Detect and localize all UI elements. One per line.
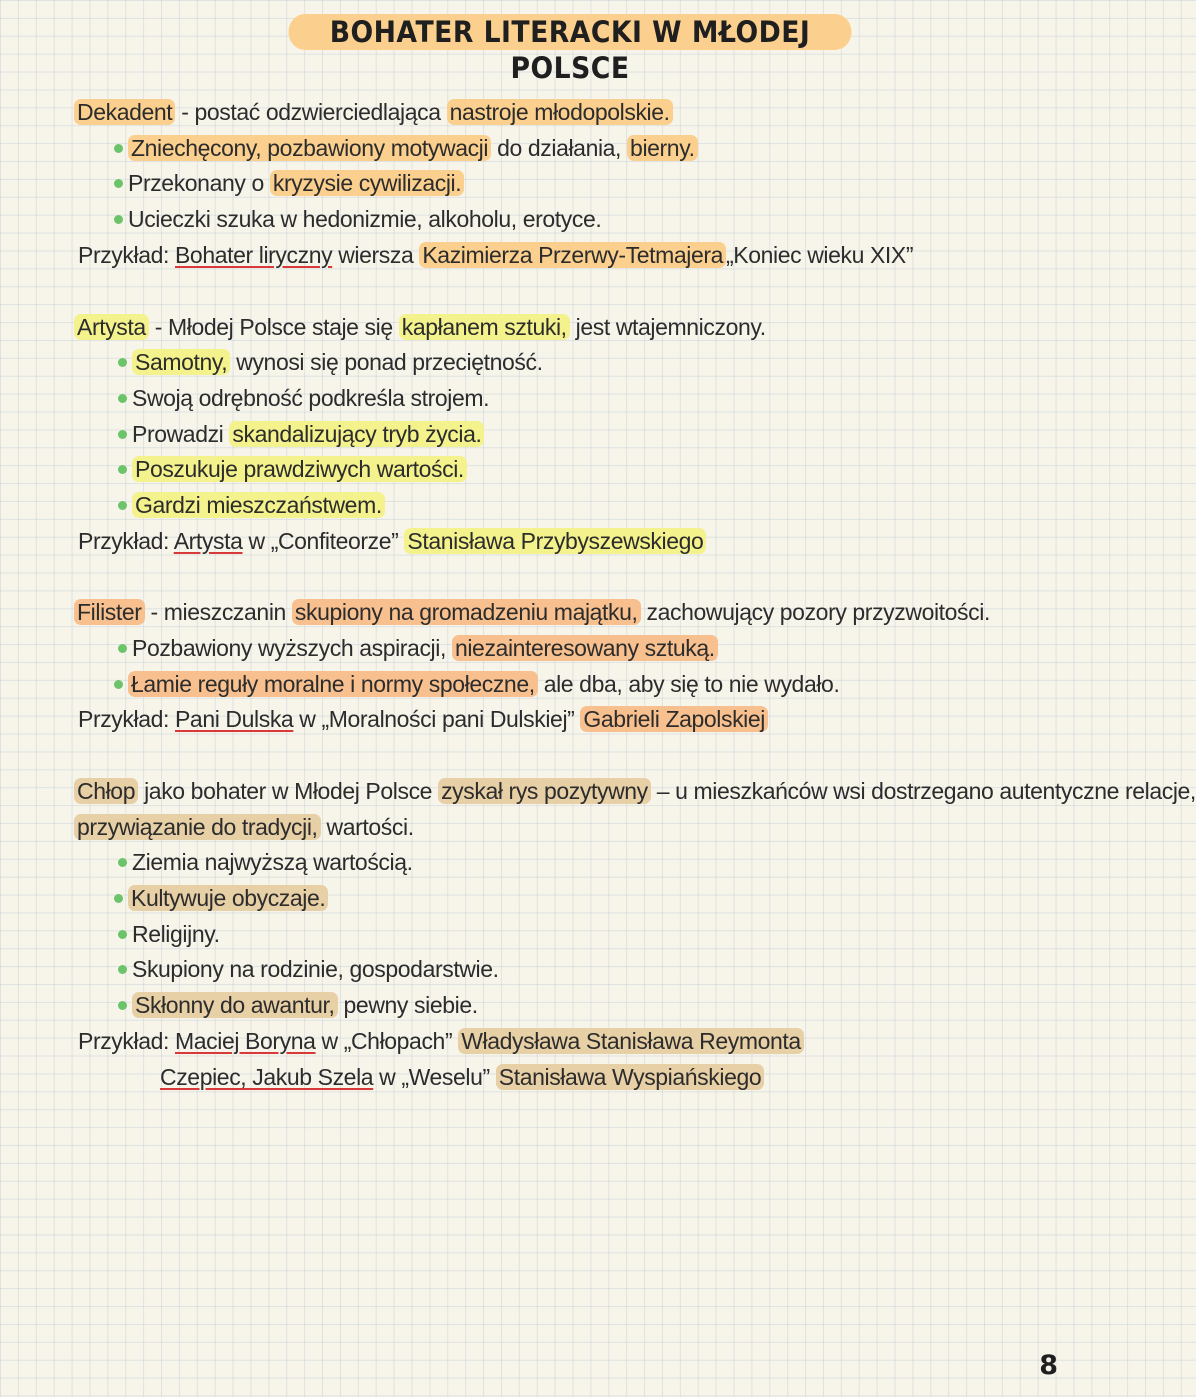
bullet-icon — [114, 179, 123, 188]
artysta-example — [78, 524, 706, 558]
example-author: Kazimierza Przerwy-Tetmajera — [419, 242, 726, 268]
highlighted-phrase: skandalizujący tryb życia. — [229, 421, 484, 447]
artysta-bullet-3 — [118, 417, 484, 451]
dekadent-bullet-1 — [114, 131, 698, 165]
artysta-bullet-1 — [118, 345, 543, 379]
bullet-icon — [118, 465, 127, 474]
bullet-text: Swoją odrębność podkreśla strojem. — [132, 385, 490, 411]
bullet-icon — [118, 930, 127, 939]
definition-text: jest wtajemniczony. — [569, 314, 766, 340]
bullet-text: wynosi się ponad przeciętność. — [230, 349, 543, 375]
example-author: Władysława Stanisława Reymonta — [458, 1028, 804, 1054]
bullet-text: Ucieczki szuka w hedonizmie, alkoholu, erotyce. — [128, 206, 602, 232]
highlighted-phrase: kryzysie cywilizacji. — [270, 170, 464, 196]
highlighted-phrase: Gardzi mieszczaństwem. — [132, 492, 385, 518]
highlighted-phrase: niezainteresowany sztuką. — [452, 635, 718, 661]
bullet-text: Pozbawiony wyższych aspiracji, — [132, 635, 452, 661]
bullet-icon — [118, 1001, 127, 1010]
definition-text: jako bohater w Młodej Polsce — [138, 778, 439, 804]
example-work: w „Moralności pani Dulskiej” — [293, 706, 581, 732]
example-text: wiersza — [332, 242, 420, 268]
dekadent-definition — [74, 95, 673, 129]
bullet-text: Skupiony na rodzinie, gospodarstwie. — [132, 956, 499, 982]
highlighted-phrase: kapłanem sztuki, — [399, 314, 570, 340]
chlop-bullet-4 — [118, 952, 499, 986]
filister-term: Filister — [74, 599, 145, 625]
dekadent-bullet-2 — [114, 166, 464, 200]
bullet-icon — [118, 501, 127, 510]
highlighted-phrase: nastroje młodopolskie. — [447, 99, 673, 125]
highlighted-phrase: Samotny, — [132, 349, 230, 375]
definition-text: - Młodej Polsce staje się — [148, 314, 399, 340]
artysta-definition — [74, 310, 766, 344]
bullet-icon — [118, 358, 127, 367]
example-character: Czepiec, Jakub Szela — [160, 1064, 374, 1090]
artysta-bullet-5 — [118, 488, 385, 522]
artysta-bullet-2 — [118, 381, 489, 415]
example-label: Przykład: — [78, 706, 175, 732]
filister-bullet-1 — [118, 631, 718, 665]
bullet-text: Religijny. — [132, 921, 220, 947]
bullet-icon — [114, 215, 123, 224]
filister-example — [78, 702, 768, 736]
bullet-icon — [114, 680, 123, 689]
example-character: Maciej Boryna — [174, 1028, 316, 1054]
example-label: Przykład: — [78, 528, 174, 554]
filister-bullet-2 — [114, 667, 839, 701]
highlighted-phrase: Zniechęcony, pozbawiony motywacji — [128, 135, 491, 161]
highlighted-phrase: Kultywuje obyczaje. — [128, 885, 328, 911]
example-character: Bohater liryczny — [174, 242, 333, 268]
highlighted-phrase: Łamie reguły moralne i normy społeczne, — [128, 671, 538, 697]
dekadent-bullet-3 — [114, 202, 601, 236]
artysta-term: Artysta — [74, 314, 149, 340]
example-label: Przykład: — [78, 242, 175, 268]
chlop-term: Chłop — [74, 778, 138, 804]
highlighted-phrase: Skłonny do awantur, — [132, 992, 338, 1018]
highlighted-phrase: skupiony na gromadzeniu majątku, — [292, 599, 641, 625]
definition-text: zachowujący pozory przyzwoitości. — [640, 599, 990, 625]
example-work: w „Confiteorze” — [242, 528, 405, 554]
example-label: Przykład: — [78, 1028, 175, 1054]
highlighted-phrase: zyskał rys pozytywny — [438, 778, 651, 804]
example-character: Pani Dulska — [174, 706, 294, 732]
bullet-text: ale dba, aby się to nie wydało. — [537, 671, 840, 697]
highlighted-phrase: bierny. — [627, 135, 698, 161]
example-author: Stanisława Wyspiańskiego — [496, 1064, 765, 1090]
page-number: 8 — [1039, 1350, 1058, 1381]
example-author: Gabrieli Zapolskiej — [580, 706, 768, 732]
example-character: Artysta — [173, 528, 243, 554]
artysta-bullet-4 — [118, 452, 467, 486]
bullet-icon — [114, 144, 123, 153]
chlop-definition — [74, 774, 1196, 808]
chlop-example — [78, 1024, 804, 1058]
chlop-definition-cont — [74, 810, 414, 844]
example-work: w „Chłopach” — [315, 1028, 459, 1054]
example-work: „Koniec wieku XIX” — [726, 242, 914, 268]
page-title: BOHATER LITERACKI W MŁODEJ POLSCE — [288, 14, 851, 50]
bullet-text: do działania, — [491, 135, 628, 161]
definition-text: - postać odzwierciedlająca — [175, 99, 447, 125]
filister-definition — [74, 595, 990, 629]
definition-text: – u mieszkańców wsi dostrzegano autentyczne relacje, — [650, 778, 1196, 804]
example-author: Stanisława Przybyszewskiego — [404, 528, 706, 554]
bullet-icon — [118, 965, 127, 974]
bullet-icon — [118, 394, 127, 403]
dekadent-term: Dekadent — [74, 99, 175, 125]
highlighted-phrase: przywiązanie do tradycji, — [74, 814, 321, 840]
bullet-text: Przekonany o — [128, 170, 270, 196]
highlighted-phrase: Poszukuje prawdziwych wartości. — [132, 456, 467, 482]
bullet-icon — [118, 644, 127, 653]
definition-text: wartości. — [320, 814, 414, 840]
dekadent-example — [78, 238, 913, 272]
bullet-icon — [118, 858, 127, 867]
chlop-bullet-1 — [118, 845, 413, 879]
chlop-bullet-3 — [118, 917, 220, 951]
chlop-bullet-2 — [114, 881, 328, 915]
bullet-icon — [114, 894, 123, 903]
chlop-example-2 — [160, 1060, 764, 1094]
chlop-bullet-5 — [118, 988, 478, 1022]
definition-text: - mieszczanin — [144, 599, 292, 625]
bullet-text: Ziemia najwyższą wartością. — [132, 849, 413, 875]
bullet-text: Prowadzi — [132, 421, 230, 447]
bullet-text: pewny siebie. — [337, 992, 478, 1018]
bullet-icon — [118, 430, 127, 439]
example-work: w „Weselu” — [373, 1064, 496, 1090]
